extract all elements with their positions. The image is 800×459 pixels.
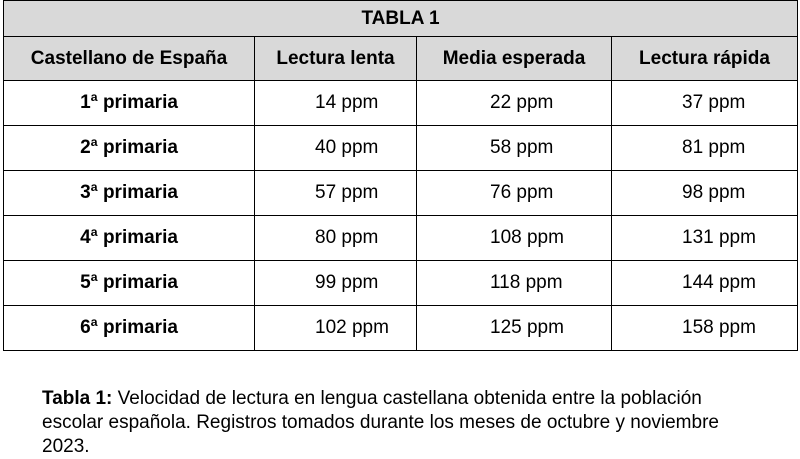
caption-label: Tabla 1: [42, 388, 113, 409]
header-lectura-lenta: Lectura lenta [255, 37, 417, 81]
media-cell: 22 ppm [417, 81, 612, 126]
lenta-cell: 102 ppm [255, 306, 417, 351]
grade-cell: 1ª primaria [4, 81, 255, 126]
lenta-cell: 14 ppm [255, 81, 417, 126]
lenta-cell: 80 ppm [255, 216, 417, 261]
table-caption [42, 387, 742, 459]
table-row [4, 306, 798, 351]
table-title: TABLA 1 [4, 1, 798, 37]
lenta-cell: 57 ppm [255, 171, 417, 216]
rapida-cell: 37 ppm [612, 81, 798, 126]
lenta-cell: 99 ppm [255, 261, 417, 306]
header-media-esperada: Media esperada [417, 37, 612, 81]
media-cell: 58 ppm [417, 126, 612, 171]
reading-speed-table [3, 0, 798, 351]
lenta-cell: 40 ppm [255, 126, 417, 171]
rapida-cell: 131 ppm [612, 216, 798, 261]
caption-text: Velocidad de lectura en lengua castellana obtenida entre la población escolar española. Registros tomados durante los meses de octubre y noviembre 2023. [42, 388, 719, 457]
header-castellano: Castellano de España [4, 37, 255, 81]
rapida-cell: 98 ppm [612, 171, 798, 216]
table-row [4, 216, 798, 261]
media-cell: 108 ppm [417, 216, 612, 261]
rapida-cell: 144 ppm [612, 261, 798, 306]
rapida-cell: 81 ppm [612, 126, 798, 171]
grade-cell: 4ª primaria [4, 216, 255, 261]
table-row [4, 81, 798, 126]
grade-cell: 6ª primaria [4, 306, 255, 351]
table-row [4, 261, 798, 306]
header-lectura-rapida: Lectura rápida [612, 37, 798, 81]
rapida-cell: 158 ppm [612, 306, 798, 351]
media-cell: 125 ppm [417, 306, 612, 351]
table-row [4, 171, 798, 216]
table-row [4, 126, 798, 171]
grade-cell: 2ª primaria [4, 126, 255, 171]
media-cell: 76 ppm [417, 171, 612, 216]
media-cell: 118 ppm [417, 261, 612, 306]
table-header-row [4, 37, 798, 81]
grade-cell: 5ª primaria [4, 261, 255, 306]
grade-cell: 3ª primaria [4, 171, 255, 216]
table-title-row [4, 1, 798, 37]
